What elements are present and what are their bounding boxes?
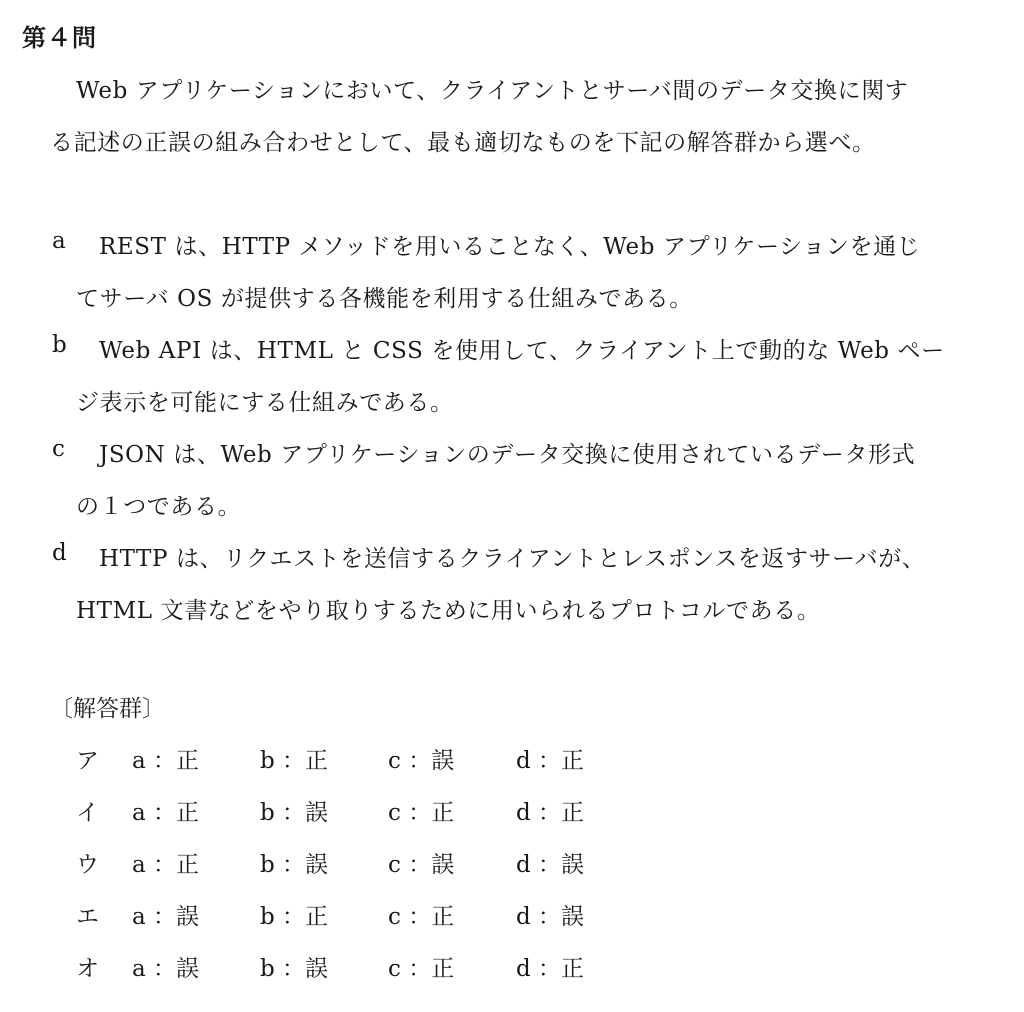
choice-c-value: c ：正 [388,904,455,930]
statement-key: b [52,332,67,358]
choice-a-value: a ：正 [132,852,200,878]
choice-b-value: b ：誤 [260,956,329,982]
choice-a-value: a ：正 [132,748,200,774]
statement-line: HTTP は、リクエストを送信するクライアントとレスポンスを返すサーバが、 [99,546,926,572]
choice-b-value: b ：誤 [260,852,329,878]
choice-a-value: a ：誤 [132,956,200,982]
choice-d-value: d ：正 [516,800,585,826]
choice-d-value: d ：正 [516,956,585,982]
answer-choice-e[interactable] [0,898,1024,938]
answer-choice-o[interactable] [0,950,1024,990]
choice-c-value: c ：誤 [388,748,455,774]
choice-d-value: d ：誤 [516,904,585,930]
statement-line: の１つである。 [76,494,242,520]
choice-key: オ [76,956,99,982]
choice-key: ウ [76,852,99,878]
choice-b-value: b ：誤 [260,800,329,826]
answer-choice-a[interactable] [0,742,1024,782]
choice-key: エ [76,904,99,930]
statement-key: c [52,436,65,462]
choice-key: イ [76,800,99,826]
statement-line: ジ表示を可能にする仕組みである。 [76,390,454,416]
question-title: 第４問 [22,24,97,52]
answer-choice-i[interactable] [0,794,1024,834]
statement-key: a [52,228,66,254]
answer-group-label: 〔解答群〕 [50,696,165,722]
statement-line: てサーバ OS が提供する各機能を利用する仕組みである。 [76,286,693,312]
choice-c-value: c ：正 [388,800,455,826]
statement-line: HTML 文書などをやり取りするために用いられるプロトコルである。 [76,598,821,624]
choice-a-value: a ：誤 [132,904,200,930]
choice-key: ア [76,748,99,774]
choice-c-value: c ：正 [388,956,455,982]
choice-d-value: d ：正 [516,748,585,774]
choice-c-value: c ：誤 [388,852,455,878]
stem-line: Web アプリケーションにおいて、クライアントとサーバ間のデータ交換に関す [76,78,909,104]
stem-line: る記述の正誤の組み合わせとして、最も適切なものを下記の解答群から選べ。 [50,130,876,156]
choice-a-value: a ：正 [132,800,200,826]
statement-key: d [52,540,67,566]
choice-d-value: d ：誤 [516,852,585,878]
statement-line: REST は、HTTP メソッドを用いることなく、Web アプリケーションを通じ [99,234,921,260]
answer-choice-u[interactable] [0,846,1024,886]
statement-line: JSON は、Web アプリケーションのデータ交換に使用されているデータ形式 [99,442,916,468]
choice-b-value: b ：正 [260,748,329,774]
choice-b-value: b ：正 [260,904,329,930]
statement-line: Web API は、HTML と CSS を使用して、クライアント上で動的な Web ペー [99,338,945,364]
